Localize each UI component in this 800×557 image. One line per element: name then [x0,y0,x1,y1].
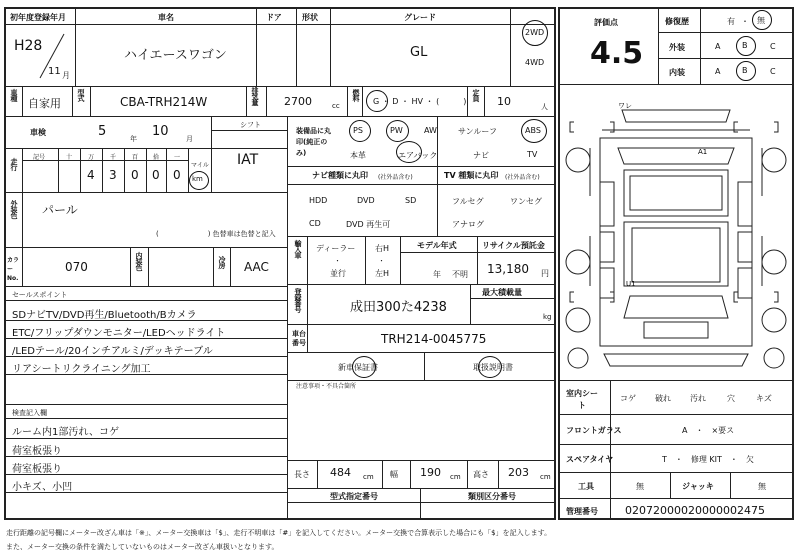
fuel-options: G ・ D ・ HV ・ ( ) [373,97,467,106]
shape-header: 形状 [302,13,318,22]
repair-no: 無 [757,16,765,25]
width-value: 190 [420,466,441,479]
equip-abs: ABS [525,126,541,135]
mileage-digit: 0 [152,168,160,182]
sales-point-line: /LEDテール/20インチアルミ/デッキテーブル [12,346,213,357]
inspector-line: ルーム内1部汚れ、コゲ [12,427,119,438]
class-label: 類別区分番号 [468,492,516,501]
equip-sunroof: サンルーフ [458,127,497,136]
color-no-value: 070 [65,260,88,274]
month-unit: 月 [62,71,70,80]
mileage-digit: 0 [131,168,139,182]
shaken-month-unit: 月 [186,135,193,143]
exterior-b: B [742,41,748,50]
drive-2wd: 2WD [525,28,545,37]
import-dealer: ディーラー [316,244,356,253]
first-reg-year: H28 [14,38,43,54]
chassis-label: 車台番号 [292,330,306,347]
interior-color-label: 内装色 [135,252,143,270]
capacity-value: 10 [497,95,511,108]
mgmt-value: 02072000020000002475 [625,504,765,517]
navi-type-sub: (社外品含む) [378,174,413,181]
mileage-digit: 0 [173,168,181,182]
seat-label: 室内シート [566,389,598,410]
exterior-c: C [770,42,776,51]
interior-b: B [742,66,748,75]
length-label: 長さ [294,470,310,479]
exterior-header: 外装 [669,43,685,52]
digit-header-hyaku: 百 [132,154,139,161]
grade-header: グレード [404,13,436,22]
import-parallel: 並行 [330,269,346,278]
sales-point-line: リアシートリクライニング加工 [12,364,151,375]
model-year-unit: 年 [433,270,441,279]
width-unit: cm [450,473,461,481]
equip-tv: TV [527,150,538,159]
tv-type-sub: (社外品含む) [505,174,540,181]
digit-header-sign: 記号 [33,154,46,161]
spare-tire-value: T ・ 修理 KIT ・ 欠 [662,455,754,464]
spare-tire-label: スペアタイヤ [566,455,614,464]
navi-hdd: HDD [309,196,328,205]
model-year-unknown: 不明 [452,270,468,279]
repair-yes: 有 [727,17,735,26]
import-dot: ・ [334,257,341,265]
max-load-unit: kg [543,313,552,321]
tools-value: 無 [636,482,644,491]
first-reg-header: 初年度登録年月 [10,13,66,22]
width-label: 幅 [390,470,398,479]
equip-ps: PS [353,126,363,135]
shaken-year: 5 [98,124,107,139]
door-header: ドア [266,13,282,22]
displacement-label: 排気量 [251,87,259,105]
plate-value: 成田300た4238 [350,300,447,315]
capacity-label: 定員 [472,89,480,101]
score-value: 4.5 [590,36,644,71]
repair-header: 修復歴 [665,17,689,26]
navi-sd: SD [405,196,417,205]
sales-point-label: セールスポイント [12,291,68,299]
ac-label: 冷房 [218,256,226,268]
navi-dvd: DVD [357,196,375,205]
warranty-label: 新車保証書 [338,363,378,372]
mileage-label: 走行 [10,158,18,170]
footer-note: 走行距離の記号欄にメーター改ざん車は「※」、メーター交換車は「$」、走行不明車は「#」を記入してください。メーター交換で合算表示した場合にも「$」を記入します。 [6,529,552,537]
tools-label: 工具 [578,482,594,491]
jack-value: 無 [758,482,766,491]
mark-a1: A1 [698,148,708,156]
car-name-header: 車名 [158,13,174,22]
equip-navi: ナビ [473,151,489,160]
digit-header-ichi: 一 [174,154,181,161]
shaken-month: 10 [152,124,169,139]
interior-c: C [770,67,776,76]
height-unit: cm [540,473,551,481]
model-label: 型式 [77,89,85,101]
recycle-label: リサイクル預託金 [482,241,545,250]
chassis-value: TRH214-0045775 [381,332,487,346]
mark-u1: U1 [626,280,636,288]
color-no-label: カラーNo. [7,257,20,282]
navi-cd: CD [309,219,321,228]
color-note: ( ) 色替車は色替と記入 [156,230,276,238]
sales-point-line: SDナビTV/DVD再生/Bluetooth/Bカメラ [12,310,197,321]
inspector-line: 小キズ、小凹 [12,482,73,493]
equip-aw: AW [424,126,437,135]
fuel-label: 燃料 [352,89,360,101]
navi-dvd-play: DVD 再生可 [346,220,391,229]
windshield-label: フロントガラス [566,426,622,435]
equip-airbag: エアバック [398,151,438,160]
jack-label: ジャッキ [682,482,714,491]
inspector-line: 荷室板張り [12,464,62,475]
manual-label: 取扱説明書 [473,363,513,372]
grade-value: GL [410,45,428,60]
inspector-label: 検査記入欄 [12,409,47,417]
inspector-line: 荷室板張り [12,446,62,457]
equipment-label: 装備品に丸印(純正のみ) [296,127,331,157]
mark-front: ワレ [618,102,632,110]
type-cert-label: 型式指定番号 [330,492,378,501]
import-left-h: 左H [375,269,390,278]
car-name-value: ハイエースワゴン [124,48,227,63]
shaken-label: 車検 [30,128,46,137]
vehicle-damage-diagram [560,86,792,378]
seat-item: 汚れ [690,394,706,403]
length-unit: cm [363,473,374,481]
recycle-unit: 円 [541,269,549,278]
seat-item: 穴 [727,394,735,403]
import-label: 輸入車 [294,240,302,258]
ac-value: AAC [244,260,269,274]
color-value: パール [42,203,78,217]
shift-label: シフト [240,121,261,129]
windshield-value: A ・ ×要ス [682,426,735,435]
height-value: 203 [508,466,529,479]
equip-pw: PW [390,126,403,135]
displacement-value: 2700 [284,95,312,108]
exterior-a: A [715,42,721,51]
max-load-label: 最大積載量 [482,288,522,297]
recycle-value: 13,180 [487,262,529,276]
footer-note: また、メーター交換の条件を満たしていないものはメーター改ざん車扱いとなります。 [6,543,279,551]
length-value: 484 [330,466,351,479]
drive-4wd: 4WD [525,58,545,67]
first-reg-month: 11 [48,66,61,77]
mileage-digit: 4 [87,168,95,182]
sales-point-line: ETC/フリップダウンモニター/LEDヘッドライト [12,328,226,339]
registration-label: 登録番号 [294,288,302,312]
seat-item: キズ [756,394,772,403]
model-value: CBA-TRH214W [120,95,208,109]
mileage-digit: 3 [109,168,117,182]
capacity-unit: 人 [541,103,548,111]
digit-header-juu: 拾 [153,154,160,161]
import-right-h: 右H [375,244,390,253]
score-header: 評価点 [594,18,618,27]
color-label: 外装色 [10,200,18,218]
shift-value: IAT [237,152,259,168]
import-dot: ・ [378,257,385,265]
shaken-year-unit: 年 [130,135,137,143]
interior-header: 内装 [669,68,685,77]
digit-header-sen: 千 [110,154,117,161]
displacement-unit: cc [332,102,340,110]
mile-label: マイル [191,162,209,169]
mgmt-label: 管理番号 [566,507,598,516]
seat-item: 破れ [655,394,671,403]
equip-leather: 本革 [350,151,366,160]
seat-item: コゲ [620,394,636,403]
tv-oneseg: ワンセグ [510,197,542,206]
digit-header-man: 万 [88,154,95,161]
model-year-label: モデル年式 [417,241,457,250]
tv-type-title: TV 種類に丸印 [444,171,499,180]
km-label: km [192,175,203,183]
digit-header-10man: 十 [66,154,73,161]
tv-fullseg: フルセグ [452,197,484,206]
interior-a: A [715,67,721,76]
navi-type-title: ナビ種類に丸印 [312,171,368,180]
category-value: 自家用 [28,97,61,110]
repair-dot: ・ [741,17,749,26]
notes-label: 注意事項・不具合箇所 [296,383,357,390]
tv-analog: アナログ [452,220,484,229]
category-label: 車種 [10,89,18,101]
height-label: 高さ [473,470,489,479]
